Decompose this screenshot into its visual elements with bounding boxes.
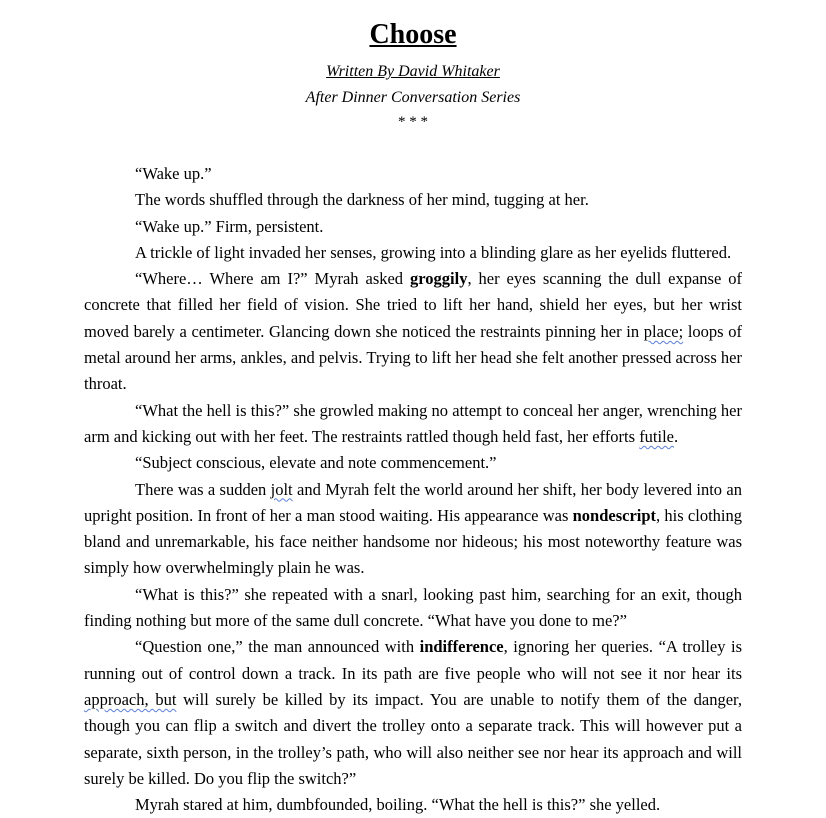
paragraph-text: , her eyes scanning the dull expanse of concrete that filled her field of vision. She tried to lift her hand, shield her eyes, but her wrist moved barely a centimeter. Glancing down she noticed the restraints pinning her in	[84, 269, 742, 341]
bold-word: indifference	[419, 637, 504, 657]
paragraph	[84, 477, 742, 582]
paragraph	[84, 187, 742, 213]
paragraph-text: A trickle of light invaded her senses, growing into a blinding glare as her eyelids fluttered.	[135, 242, 732, 262]
paragraph-text: will surely be killed by its impact. You are unable to notify them of the danger, though you can flip a switch and divert the trolley onto a separate track. This will however put a separate, sixth person, in the trolley’s path, who will also neither see nor hear its approach and will surely be killed. Do you flip the switch?”	[84, 689, 742, 788]
paragraph	[84, 634, 742, 792]
paragraph	[84, 582, 742, 635]
section-separator: * * *	[398, 114, 428, 130]
paragraph-text: “Wake up.”	[135, 164, 212, 183]
grammar-flagged-text[interactable]: approach, but	[84, 689, 177, 709]
paragraph-text: There was a sudden	[135, 479, 271, 499]
paragraph	[84, 161, 742, 187]
paragraph-text: and Myrah felt the world around her shift, her body levered into an upright position. In front of her a man stood waiting. His appearance was	[84, 479, 742, 525]
bold-word: groggily	[410, 269, 468, 289]
paragraph-text: “What is this?” she repeated with a snarl, looking past him, searching for an exit, though finding nothing but more of the same dull concrete. “What have you done to me?”	[84, 584, 742, 631]
paragraph-text: “Question one,” the man announced with	[135, 637, 420, 657]
paragraph-text: , ignoring her queries. “A trolley is running out of control down a track. In its path are five people who will not see it nor hear its	[84, 637, 742, 683]
paragraph-text: “Wake up.” Firm, persistent.	[135, 216, 324, 236]
paragraph-text: , his clothing bland and unremarkable, his face neither handsome nor hideous; his most noteworthy feature was simply how overwhelmingly plain he was.	[84, 505, 742, 578]
paragraph-text: Myrah stared at him, dumbfounded, boiling. “What the hell is this?” she yelled.	[135, 795, 661, 815]
paragraph	[84, 450, 742, 476]
paragraph	[84, 398, 742, 451]
paragraph	[84, 266, 742, 397]
paragraph-text: loops of metal around her arms, ankles, and pelvis. Trying to lift her head she felt another pressed across her throat.	[84, 321, 743, 394]
author-byline: Written By David Whitaker	[326, 63, 500, 80]
paragraph-text: “What the hell is this?” she growled making no attempt to conceal her anger, wrenching her arm and kicking out with her feet. The restraints rattled though held fast, her efforts	[84, 400, 742, 446]
paragraph	[84, 240, 742, 266]
paragraph-text: “Subject conscious, elevate and note commencement.”	[135, 453, 497, 473]
series-subtitle: After Dinner Conversation Series	[305, 89, 521, 106]
bold-word: nondescript	[572, 505, 657, 525]
paragraph-text: “Where… Where am I?” Myrah asked	[135, 269, 411, 289]
grammar-flagged-text[interactable]: futile	[639, 426, 675, 446]
paragraph-text: .	[674, 426, 679, 446]
paragraph-text: The words shuffled through the darkness of her mind, tugging at her.	[135, 190, 589, 210]
paragraph	[84, 792, 742, 818]
grammar-flagged-text[interactable]: jolt	[270, 479, 293, 499]
document-title: Choose	[369, 19, 457, 50]
paragraph	[84, 214, 742, 240]
story-body	[84, 161, 742, 818]
grammar-flagged-text[interactable]: place;	[643, 321, 684, 341]
